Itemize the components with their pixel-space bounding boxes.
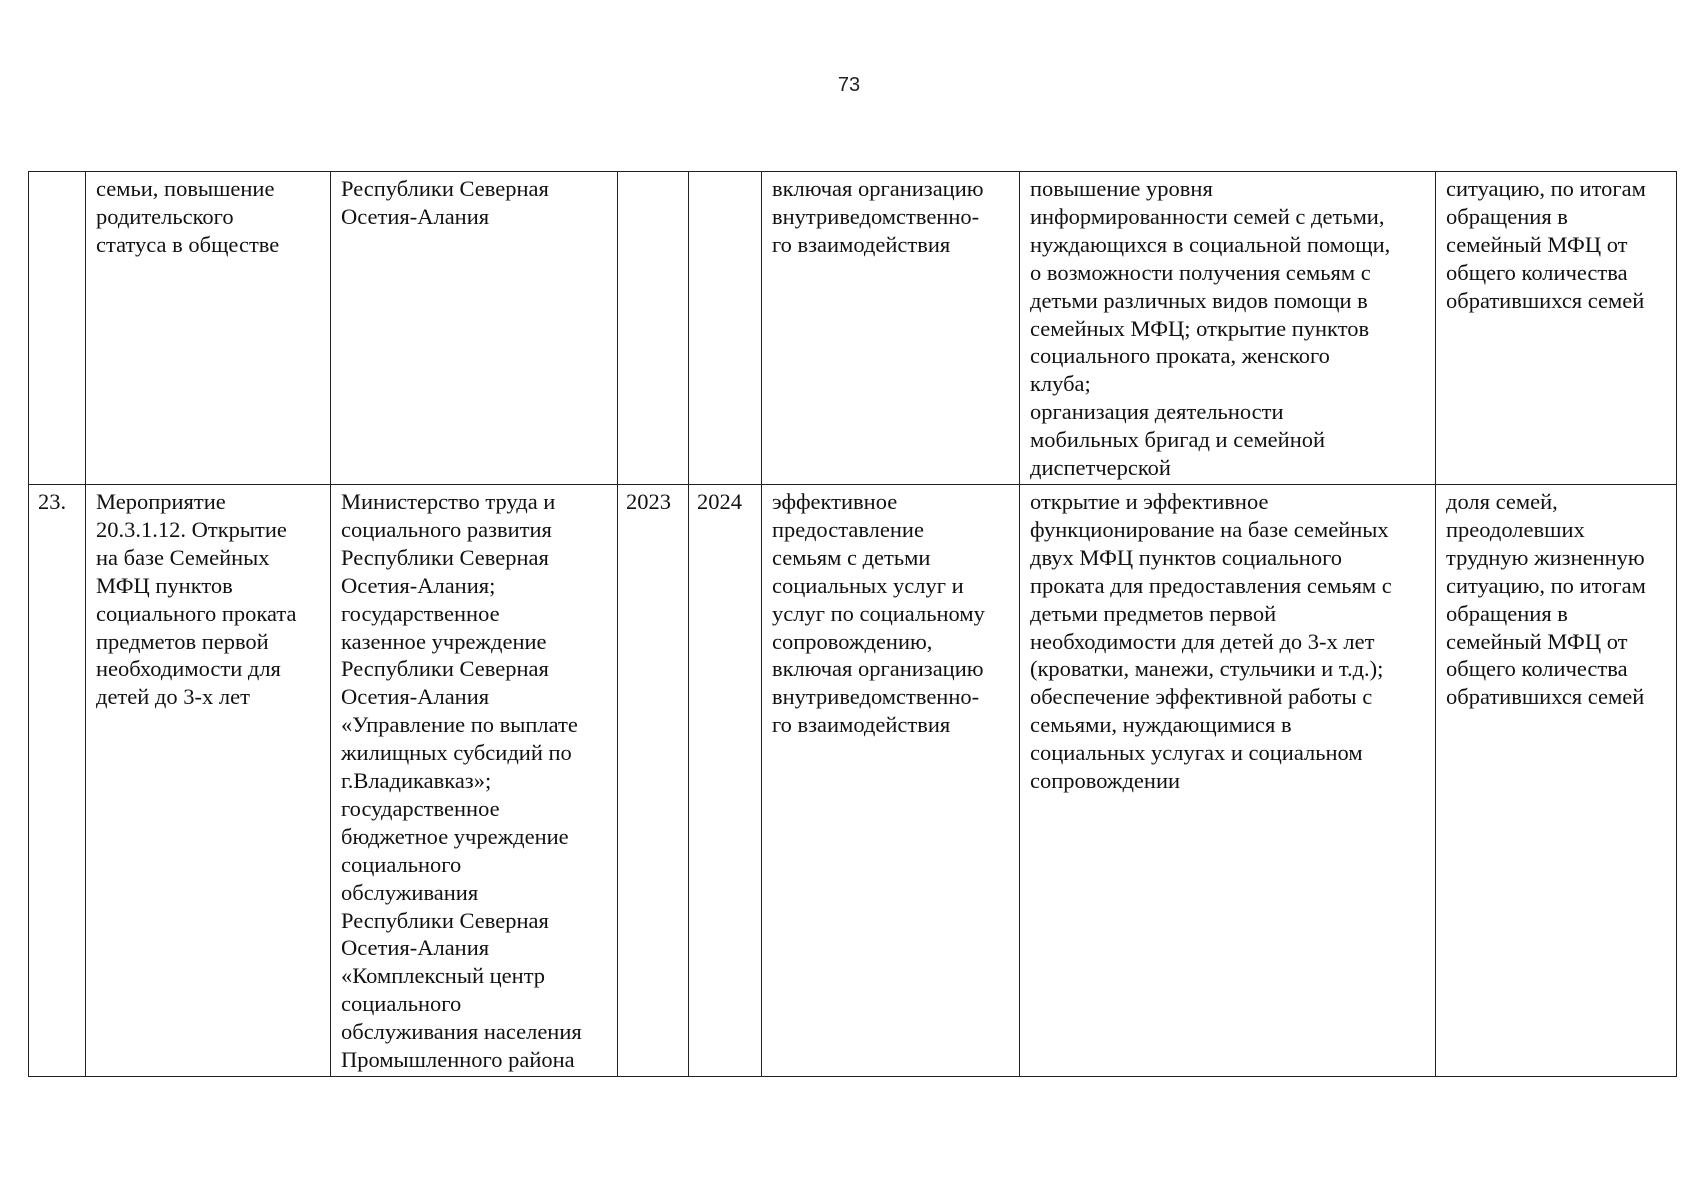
expected-result-cell: включая организацию внутриведомственно- го взаимодействия — [762, 172, 1020, 485]
end-year-cell — [689, 172, 762, 485]
content-cell: открытие и эффективное функционирование на базе семейных двух МФЦ пунктов социального проката для предоставления семьям с детьми предметов первой необходимости для детей до 3-х лет (кроватки, манежи, стульчики и т.д.); обеспечение эффективной работы с семьями, нуждающимися в социальных услугах и социальном сопровождении — [1020, 484, 1436, 1076]
executor-cell: Республики Северная Осетия-Алания — [331, 172, 618, 485]
measures-table — [28, 171, 1677, 1077]
end-year-cell: 2024 — [689, 484, 762, 1076]
start-year-cell: 2023 — [618, 484, 689, 1076]
expected-result-cell: эффективное предоставление семьям с детьми социальных услуг и услуг по социальному сопровождению, включая организацию внутриведомственно- го взаимодействия — [762, 484, 1020, 1076]
indicator-cell: ситуацию, по итогам обращения в семейный МФЦ от общего количества обратившихся семей — [1436, 172, 1677, 485]
content-cell: повышение уровня информированности семей с детьми, нуждающихся в социальной помощи, о возможности получения семьям с детьми различных видов помощи в семейных МФЦ; открытие пунктов социального проката, женского клуба; организация деятельности мобильных бригад и семейной диспетчерской — [1020, 172, 1436, 485]
row-number-cell — [29, 172, 86, 485]
row-number-cell: 23. — [29, 484, 86, 1076]
page-number: 73 — [837, 74, 861, 96]
measure-title-cell: Мероприятие 20.3.1.12. Открытие на базе Семейных МФЦ пунктов социального проката предметов первой необходимости для детей до 3-х лет — [86, 484, 331, 1076]
start-year-cell — [618, 172, 689, 485]
table-row — [29, 172, 1677, 485]
executor-cell: Министерство труда и социального развития Республики Северная Осетия-Алания; государственное казенное учреждение Республики Северная Осетия-Алания «Управление по выплате жилищных субсидий по г.Владикавказ»; государственное бюджетное учреждение социального обслуживания Республики Северная Осетия-Алания «Комплексный центр социального обслуживания населения Промышленного района — [331, 484, 618, 1076]
table-row — [29, 484, 1677, 1076]
indicator-cell: доля семей, преодолевших трудную жизненную ситуацию, по итогам обращения в семейный МФЦ от общего количества обратившихся семей — [1436, 484, 1677, 1076]
measure-title-cell: семьи, повышение родительского статуса в обществе — [86, 172, 331, 485]
